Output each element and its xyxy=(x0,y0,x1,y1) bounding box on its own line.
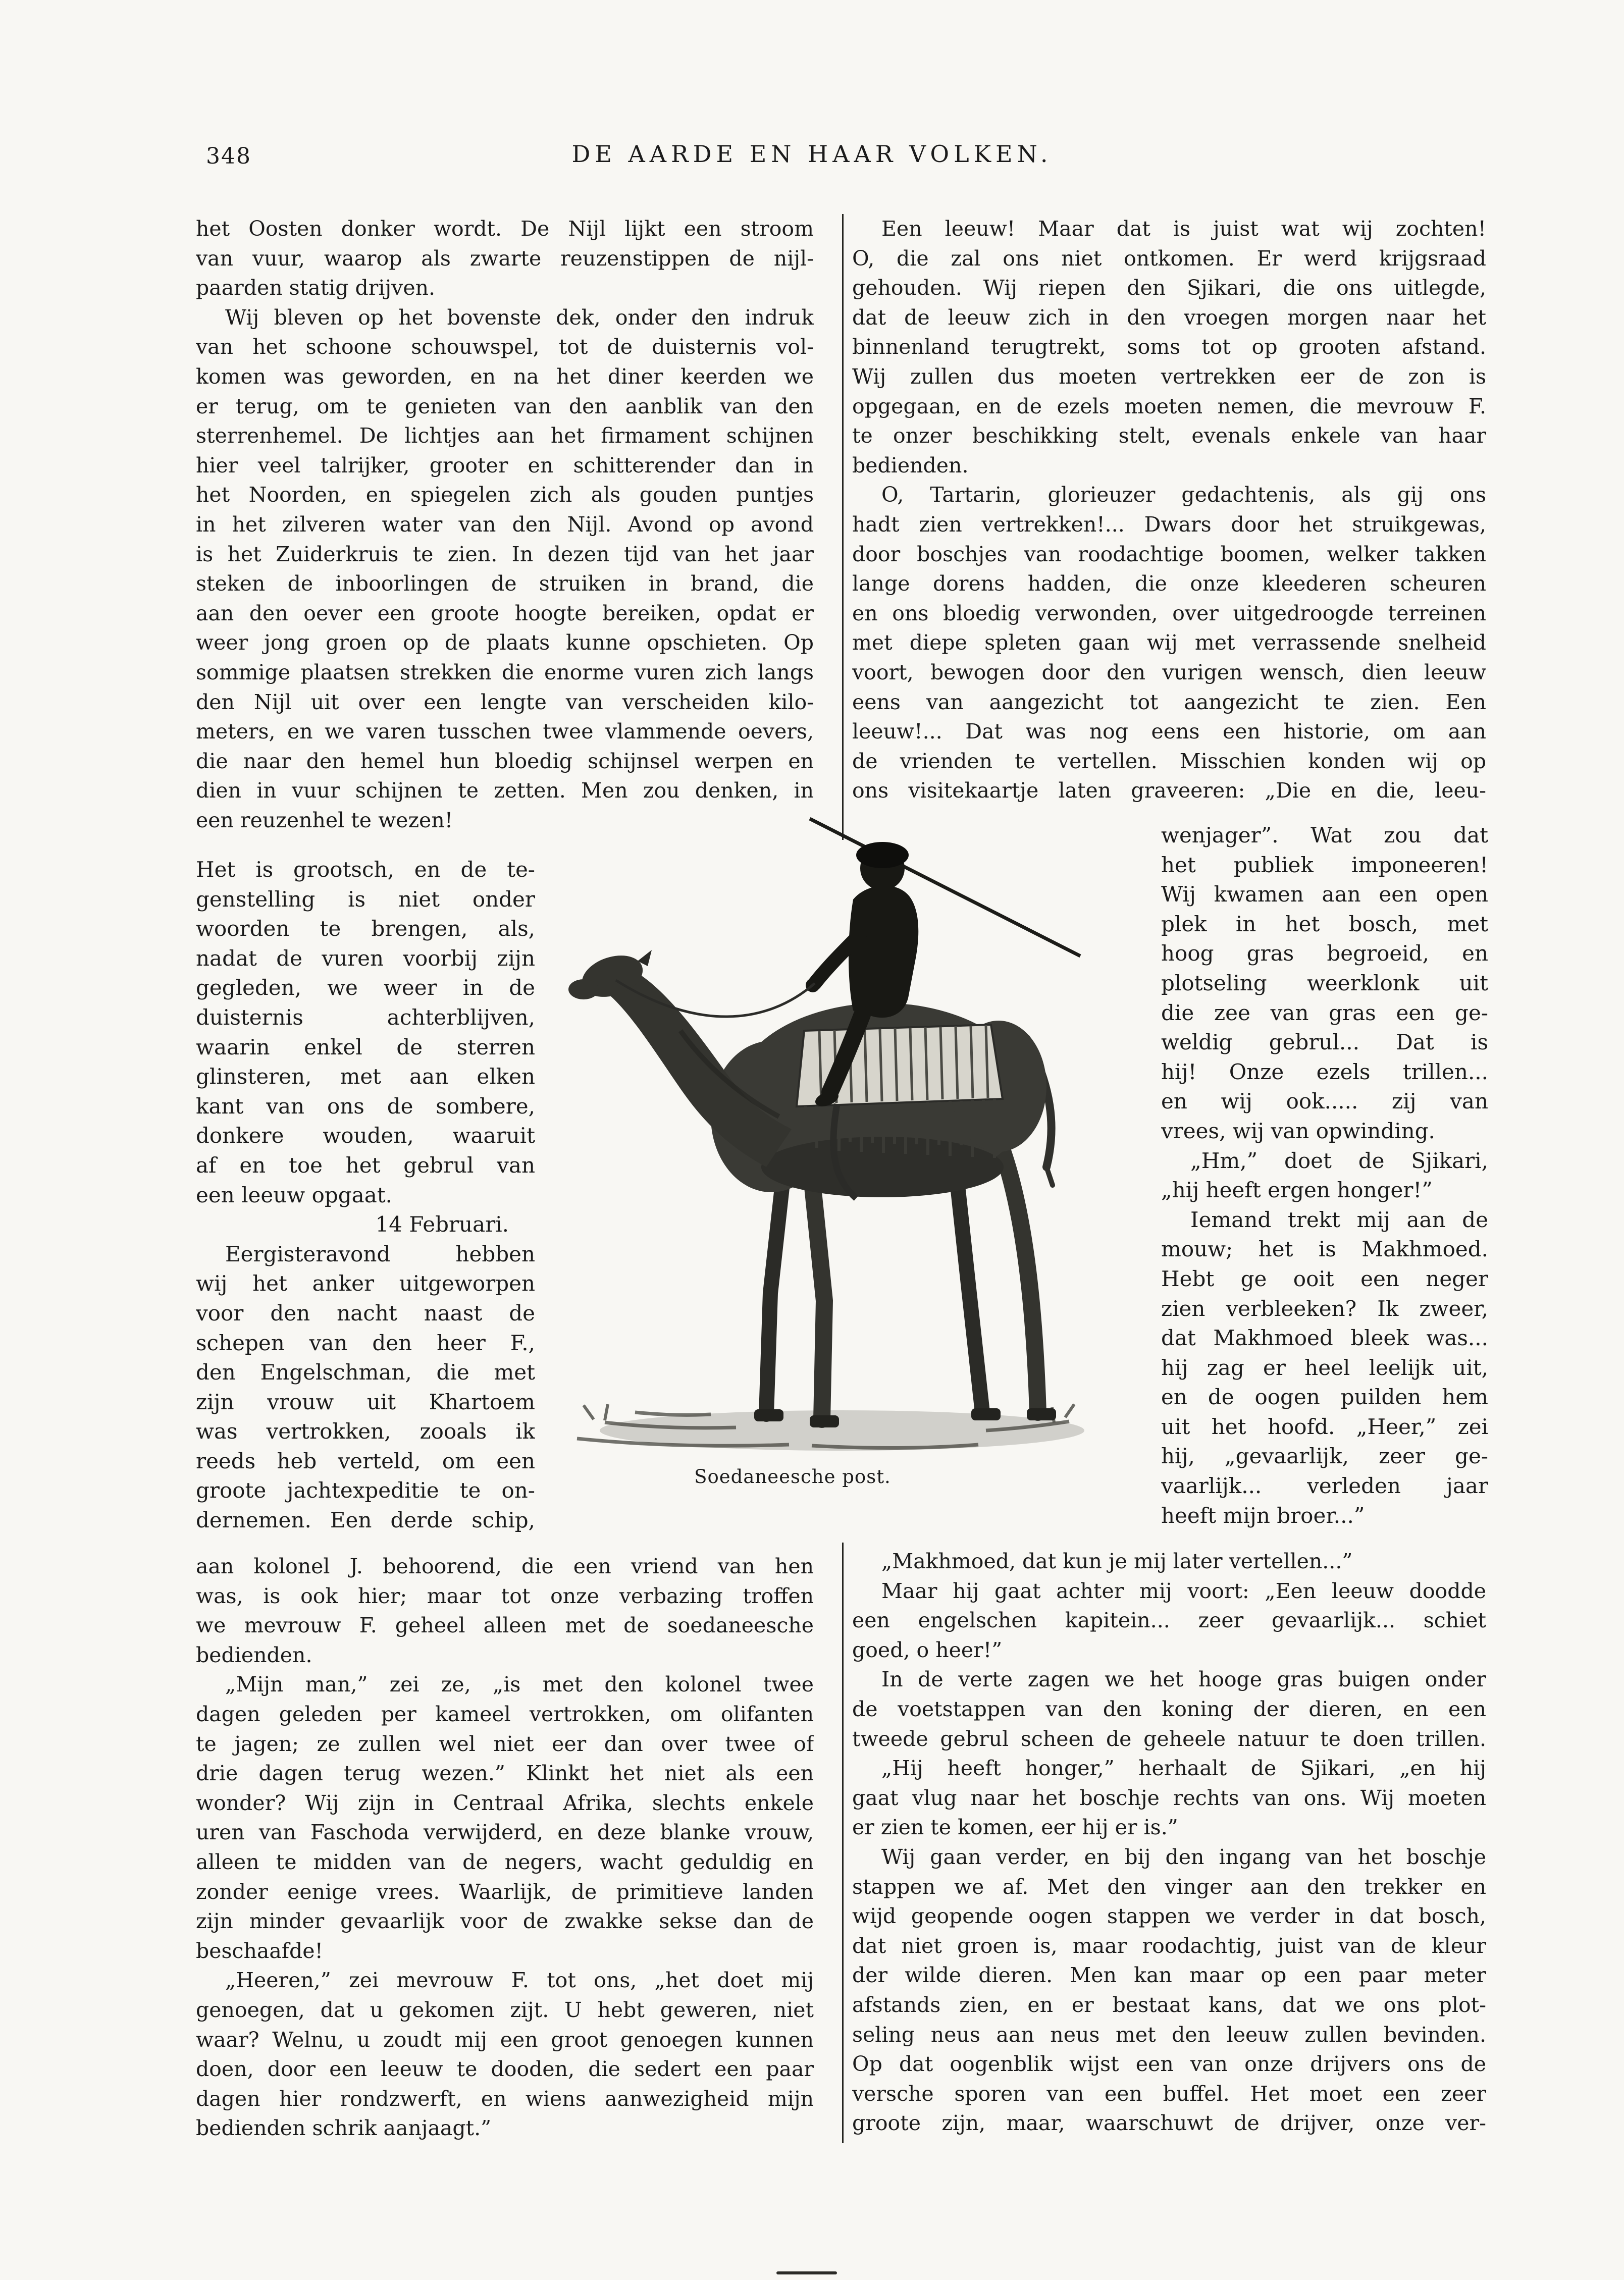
text-line: dagen hier rondzwerft, en wiens aanwezigheid mijn xyxy=(196,2086,814,2111)
text-line: vaarlijk... verleden jaar xyxy=(1161,1473,1488,1499)
text-line: gegleden, we weer in de xyxy=(196,975,535,1000)
text-line: „Mijn man,” zei ze, „is met den kolonel twee xyxy=(225,1672,814,1697)
text-line: bedienden. xyxy=(852,453,969,478)
text-line: Hebt ge ooit een neger xyxy=(1161,1266,1488,1291)
text-line: alleen te midden van de negers, wacht geduldig en xyxy=(196,1849,814,1874)
text-line: zijn minder gevaarlijk voor de zwakke sekse dan de xyxy=(196,1909,814,1934)
text-line: voort, bewogen door den vurigen wensch, dien leeuw xyxy=(852,660,1486,684)
text-line: paarden statig drijven. xyxy=(196,276,436,300)
text-line: der wilde dieren. Men kan maar op een paar meter xyxy=(852,1963,1486,1988)
text-line: seling neus aan neus met den leeuw zullen bevinden. xyxy=(852,2022,1486,2047)
text-line: zonder eenige vrees. Waarlijk, de primitieve landen xyxy=(196,1879,814,1904)
text-line: hij, „gevaarlijk, zeer ge- xyxy=(1161,1444,1488,1469)
text-line: den Nijl uit over een lengte van verscheiden kilo- xyxy=(196,690,814,714)
text-line: het Oosten donker wordt. De Nijl lijkt een stroom xyxy=(196,217,814,241)
text-line: een reuzenhel te wezen! xyxy=(196,808,453,832)
text-line: opgegaan, en de ezels moeten nemen, die mevrouw F. xyxy=(852,394,1486,418)
text-line: den Engelschman, die met xyxy=(196,1360,535,1385)
text-line: hij! Onze ezels trillen... xyxy=(1161,1059,1488,1084)
text-line: „Makhmoed, dat kun je mij later vertellen...” xyxy=(881,1549,1353,1573)
text-line: sommige plaatsen strekken die enorme vuren zich langs xyxy=(196,660,814,684)
text-line: een engelschen kapitein... zeer gevaarlijk... schiet xyxy=(852,1608,1486,1633)
right-column-beside-figure xyxy=(1161,821,1488,1530)
text-line: afstands zien, en er bestaat kans, dat we ons plot- xyxy=(852,1992,1486,2017)
text-line: de vrienden te vertellen. Misschien konden wij op xyxy=(852,749,1486,773)
text-line: Het is grootsch, en de te- xyxy=(196,857,535,882)
text-line: stappen we af. Met den vinger aan den trekker en xyxy=(852,1874,1486,1899)
text-line: Wij gaan verder, en bij den ingang van het boschje xyxy=(881,1844,1486,1869)
text-line: reeds heb verteld, om een xyxy=(196,1448,535,1473)
text-line: Op dat oogenblik wijst een van onze drijvers ons de xyxy=(852,2052,1486,2077)
text-line: eens van aangezicht tot aangezicht te zien. Een xyxy=(852,690,1486,714)
text-line: weldig gebrul... Dat is xyxy=(1161,1030,1488,1055)
text-line: plek in het bosch, met xyxy=(1161,911,1488,936)
text-line: leeuw!... Dat was nog eens een historie, om aan xyxy=(852,719,1486,744)
text-line: dien in vuur schijnen te zetten. Men zou denken, in xyxy=(196,778,814,803)
text-line: een leeuw opgaat. xyxy=(196,1182,392,1207)
camel xyxy=(568,948,1056,1427)
text-line: was, is ook hier; maar tot onze verbazing troffen xyxy=(196,1583,814,1608)
text-line: was vertrokken, zooals ik xyxy=(196,1419,535,1444)
text-line: dagen geleden per kameel vertrokken, om olifanten xyxy=(196,1702,814,1726)
text-line: O, die zal ons niet ontkomen. Er werd krijgsraad xyxy=(852,246,1486,271)
text-line: lange dorens hadden, die onze kleederen scheuren xyxy=(852,571,1486,596)
text-line: uit het hoofd. „Heer,” zei xyxy=(1161,1414,1488,1439)
text-line: hij zag er heel leelijk uit, xyxy=(1161,1355,1488,1380)
text-line: we mevrouw F. geheel alleen met de soedaneesche xyxy=(196,1613,814,1638)
left-column-top xyxy=(196,214,814,835)
text-line: donkere wouden, waaruit xyxy=(196,1123,535,1148)
column-divider-bottom xyxy=(842,1543,844,2143)
text-line: plotseling weerklonk uit xyxy=(1161,970,1488,995)
text-line: dat Makhmoed bleek was... xyxy=(1161,1325,1488,1351)
text-line: genoegen, dat u gekomen zijt. U hebt geweren, niet xyxy=(196,1997,814,2022)
text-line: zien verbleeken? Ik zweer, xyxy=(1161,1296,1488,1321)
text-line: meters, en we varen tusschen twee vlammende oevers, xyxy=(196,719,814,744)
text-line: nadat de vuren voorbij zijn xyxy=(196,945,535,971)
text-line: „Hm,” doet de Sjikari, xyxy=(1190,1148,1488,1173)
text-line: doen, door een leeuw te dooden, die sedert een paar xyxy=(196,2057,814,2082)
text-line: af en toe het gebrul van xyxy=(196,1152,535,1178)
column-divider-top xyxy=(842,214,844,840)
scan-artifact xyxy=(776,2271,837,2274)
text-line: tweede gebrul scheen de geheele natuur te doen trillen. xyxy=(852,1726,1486,1751)
text-line: drie dagen terug wezen.” Klinkt het niet als een xyxy=(196,1761,814,1786)
text-line: de voetstappen van den koning der dieren, en een xyxy=(852,1696,1486,1721)
text-line: binnenland terugtrekt, soms tot op grooten afstand. xyxy=(852,335,1486,359)
text-line: en de oogen puilden hem xyxy=(1161,1385,1488,1410)
text-line: en wij ook..... zij van xyxy=(1161,1089,1488,1114)
text-line: waarin enkel de sterren xyxy=(196,1034,535,1059)
text-line: groote zijn, maar, waarschuwt de drijver, onze ver- xyxy=(852,2111,1486,2136)
text-line: Wij bleven op het bovenste dek, onder den indruk xyxy=(225,305,814,330)
text-line: In de verte zagen we het hooge gras buigen onder xyxy=(881,1667,1486,1692)
text-line: uren van Faschoda verwijderd, en deze blanke vrouw, xyxy=(196,1820,814,1845)
text-line: van vuur, waarop als zwarte reuzenstippen de nijl- xyxy=(196,246,814,271)
text-line: en ons bloedig verwonden, over uitgedroogde terreinen xyxy=(852,601,1486,625)
text-line: het publiek imponeeren! xyxy=(1161,852,1488,877)
text-line: Wij zullen dus moeten vertrekken eer de zon is xyxy=(852,364,1486,389)
text-line: dat de leeuw zich in den vroegen morgen naar het xyxy=(852,305,1486,330)
camel-rider-illustration-svg xyxy=(529,814,1146,1462)
text-line: hier veel talrijker, grooter en schitterender dan in xyxy=(196,453,814,478)
text-line: wij het anker uitgeworpen xyxy=(196,1271,535,1296)
text-line: ons visitekaartje laten graveeren: „Die en die, leeu- xyxy=(852,778,1486,803)
text-line: in het zilveren water van den Nijl. Avond op avond xyxy=(196,512,814,537)
text-line: Eergisteravond hebben xyxy=(225,1241,535,1266)
text-line: dat niet groen is, maar roodachtig, juist van de kleur xyxy=(852,1933,1486,1958)
text-line: schepen van den heer F., xyxy=(196,1330,535,1355)
text-line: met diepe spleten gaan wij met verrassende snelheid xyxy=(852,630,1486,655)
text-line: woorden te brengen, als, xyxy=(196,916,535,941)
text-line: mouw; het is Makhmoed. xyxy=(1161,1237,1488,1262)
text-line: te onzer beschikking stelt, evenals enkele van haar xyxy=(852,423,1486,448)
text-line: Wij kwamen aan een open xyxy=(1161,882,1488,907)
text-line: bedienden schrik aanjaagt.” xyxy=(196,2116,492,2141)
text-line: 14 Februari. xyxy=(375,1212,509,1237)
text-line: „Heeren,” zei mevrouw F. tot ons, „het doet mij xyxy=(225,1968,814,1993)
text-line: weer jong groen op de plaats kunne opschieten. Op xyxy=(196,630,814,655)
text-line: hadt zien vertrekken!... Dwars door het struikgewas, xyxy=(852,512,1486,537)
page-title: DE AARDE EN HAAR VOLKEN. xyxy=(571,140,1053,168)
text-line: goed, o heer!” xyxy=(852,1637,1003,1662)
left-column-bottom xyxy=(196,1552,814,2143)
text-line: versche sporen van een buffel. Het moet een zeer xyxy=(852,2081,1486,2106)
text-line: kant van ons de sombere, xyxy=(196,1093,535,1119)
left-column-beside-figure xyxy=(196,855,535,1535)
right-column-top xyxy=(852,214,1486,806)
text-line: dernemen. Een derde schip, xyxy=(196,1508,535,1533)
running-head xyxy=(0,140,1624,176)
camel-rider-engraving xyxy=(529,814,1146,1462)
text-line: groote jachtexpeditie te on- xyxy=(196,1478,535,1503)
text-line: „Hij heeft honger,” herhaalt de Sjikari, „en hij xyxy=(881,1756,1486,1781)
text-line: Maar hij gaat achter mij voort: „Een leeuw doodde xyxy=(881,1578,1486,1603)
text-line: er zien te komen, eer hij er is.” xyxy=(852,1815,1178,1840)
text-line: bedienden. xyxy=(196,1642,312,1667)
text-line: door boschjes van roodachtige boomen, welker takken xyxy=(852,542,1486,566)
text-line: die naar den hemel hun bloedig schijnsel werpen en xyxy=(196,749,814,773)
text-line: O, Tartarin, glorieuzer gedachtenis, als gij ons xyxy=(881,483,1486,507)
text-line: van het schoone schouwspel, tot de duisternis vol- xyxy=(196,335,814,359)
text-line: „hij heeft ergen honger!” xyxy=(1161,1178,1433,1203)
right-column-bottom xyxy=(852,1547,1486,2138)
text-line: aan den oever een groote hoogte bereiken, opdat er xyxy=(196,601,814,625)
text-line: voor den nacht naast de xyxy=(196,1300,535,1325)
text-line: aan kolonel J. behoorend, die een vriend van hen xyxy=(196,1554,814,1578)
text-line: wijd geopende oogen stappen we verder in dat bosch, xyxy=(852,1904,1486,1929)
text-line: steken de inboorlingen de struiken in brand, die xyxy=(196,571,814,596)
text-line: gehouden. Wij riepen den Sjikari, die ons uitlegde, xyxy=(852,276,1486,300)
text-line: te jagen; ze zullen wel niet eer dan over twee of xyxy=(196,1731,814,1756)
text-line: is het Zuiderkruis te zien. In dezen tijd van het jaar xyxy=(196,542,814,566)
text-line: hoog gras begroeid, en xyxy=(1161,941,1488,966)
text-line: duisternis achterblijven, xyxy=(196,1004,535,1030)
text-line: waar? Welnu, u zoudt mij een groot genoegen kunnen xyxy=(196,2027,814,2052)
text-line: genstelling is niet onder xyxy=(196,886,535,912)
figure-caption: Soedaneesche post. xyxy=(694,1466,891,1488)
text-line: heeft mijn broer...” xyxy=(1161,1503,1365,1528)
text-line: gaat vlug naar het boschje rechts van ons. Wij moeten xyxy=(852,1785,1486,1810)
text-line: wonder? Wij zijn in Centraal Afrika, slechts enkele xyxy=(196,1790,814,1815)
text-line: beschaafde! xyxy=(196,1938,323,1963)
text-line: komen was geworden, en na het diner keerden we xyxy=(196,364,814,389)
text-line: het Noorden, en spiegelen zich als gouden puntjes xyxy=(196,483,814,507)
text-line: wenjager”. Wat zou dat xyxy=(1161,823,1488,847)
page-number: 348 xyxy=(206,143,251,169)
text-line: die zee van gras een ge- xyxy=(1161,1000,1488,1025)
text-line: sterrenhemel. De lichtjes aan het firmament schijnen xyxy=(196,423,814,448)
text-line: Iemand trekt mij aan de xyxy=(1190,1207,1488,1232)
text-line: Een leeuw! Maar dat is juist wat wij zochten! xyxy=(881,217,1486,241)
text-line: vrees, wij van opwinding. xyxy=(1161,1118,1435,1143)
text-line: zijn vrouw uit Khartoem xyxy=(196,1389,535,1414)
text-line: glinsteren, met aan elken xyxy=(196,1064,535,1089)
text-line: er terug, om te genieten van den aanblik van den xyxy=(196,394,814,418)
